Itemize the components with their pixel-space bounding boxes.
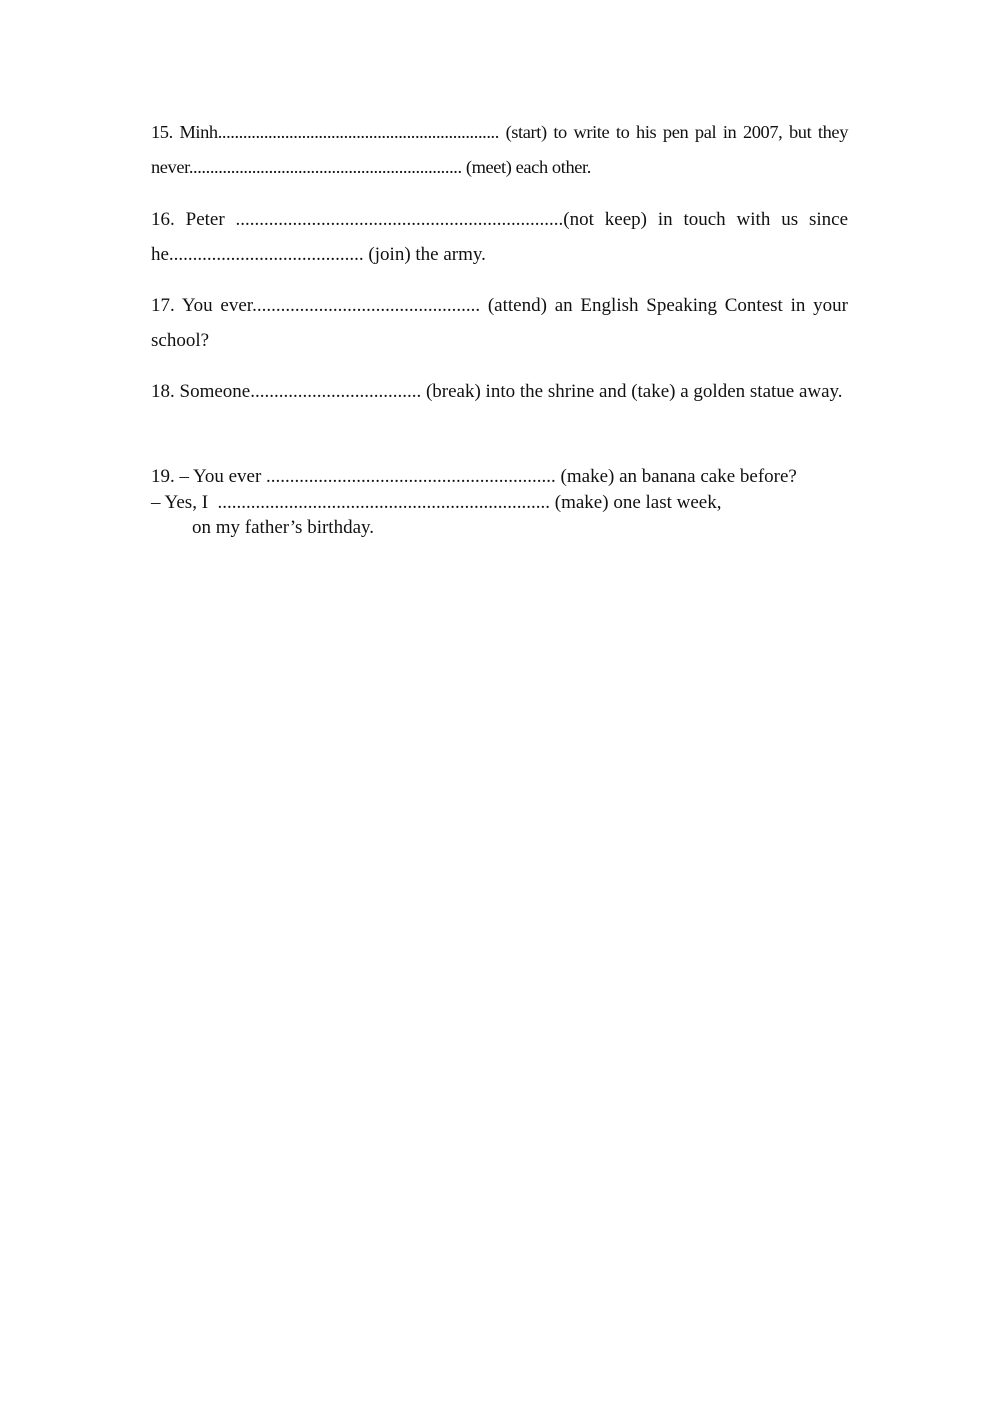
question-text: – You ever ............................................................. (make) an banana cake before? <box>179 466 797 487</box>
question-19-line-3: on my father’s birthday. <box>192 517 375 538</box>
question-19 <box>151 464 848 541</box>
question-number: 18. <box>151 381 175 402</box>
question-17 <box>151 288 848 358</box>
question-19-line-2: – Yes, I ...................................................................... (make) one last week, <box>151 491 722 513</box>
question-number: 15. <box>151 122 173 142</box>
question-18 <box>151 374 848 409</box>
question-16 <box>151 202 848 272</box>
question-number: 17. <box>151 295 175 316</box>
question-text: Someone.................................... (break) into the shrine and (take) a golden statue away. <box>179 381 843 402</box>
question-text: Minh................................................................... (start) to write to his pen pal in 2007, but they never................................................................. (meet) each other. <box>151 122 848 177</box>
question-number: 16. <box>151 209 175 230</box>
question-text: You ever................................................ (attend) an English Speaking Contest in your school? <box>151 295 848 351</box>
question-19-line-1 <box>151 464 848 490</box>
question-text: Peter .....................................................................(not keep) in touch with us since he......................................... (join) the army. <box>151 209 848 265</box>
question-15 <box>151 115 848 185</box>
question-number: 19. <box>151 466 175 487</box>
